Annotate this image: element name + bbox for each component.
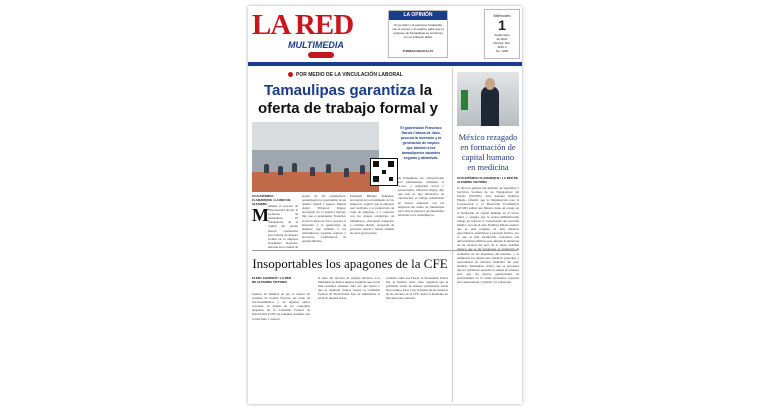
qr-cell <box>373 161 379 167</box>
opinion-box <box>388 10 448 58</box>
date-day-number: 1 <box>498 17 506 33</box>
body-column: siones de los trabajadores, garantizando la oportunidad de un empleo formal y seguro. Miguel Ángel Villarreal Ongay, encargado de la política laboral, dijo que el gobernador Francisco García Cabeza de Vaca, procura la inversión y la generación de empleos que brinden a los tamaulipecos vacantes seguras y atractivas. Confirmaron su agradecimiento. <box>302 194 346 244</box>
date-box <box>484 9 520 59</box>
body-column: ediante el proceso de Vinculación Laboral, el Gobierno de Tamaulipas, 10 trabajadores de la capital del estado fueron contratados para laborar de manera formal en la empresa Gasolinera Reynosa, ubicada en la ciudad de <box>268 204 298 248</box>
headline-part-black: la oferta de trabajo formal y <box>257 82 439 117</box>
second-headline[interactable]: Insoportables los apagones de la CFE <box>252 256 448 271</box>
newspaper-front-page <box>248 6 522 404</box>
photo-person-head <box>485 78 495 90</box>
opinion-text: Sí, la niñez y la juventud, fortalecida con el cuerpo y el espíritu, sabe que el progreso de Tamaulipas se construye con el esfuerzo diario <box>392 23 444 39</box>
kicker-bullet-icon <box>288 72 293 77</box>
kicker-text: POR MEDIO DE LA VINCULACIÓN LABORAL <box>296 72 403 78</box>
opinion-author: THOMAS MACKALAY <box>402 49 434 53</box>
qr-cell <box>382 170 386 174</box>
date-line: AÑO 2 <box>497 45 507 49</box>
date-line: de 2021 <box>496 37 508 41</box>
photo-person <box>264 164 269 173</box>
photo-person <box>360 165 365 174</box>
qr-cell <box>373 176 379 182</box>
photo-person <box>344 168 349 177</box>
qr-cell <box>389 177 393 181</box>
second-body-column: colonias como Las Flores, la Secundaria, Portes Gil, la Satélite, entre otras, aseguran que el problema existe de manera permanente desde hace tiempo. Pese a los reclamos de los usuarios en las oficinas de la CFE, hasta el momento no han dado una solución. <box>386 276 448 301</box>
right-column <box>452 68 521 402</box>
photo-person <box>481 86 499 126</box>
qr-cell <box>388 161 394 167</box>
main-byline: CUAUHTÉMOC FLAMARIQUE / LA RED DE ALTAMIRA <box>252 194 291 206</box>
drop-cap: M <box>252 205 269 225</box>
photo-person <box>292 163 297 172</box>
newspaper-logo: LA RED <box>252 9 354 41</box>
main-story-photo[interactable] <box>252 122 379 192</box>
second-byline: ELENY CHARBUT / LA RED DE ALTAMIRA VICTORIA <box>252 276 292 284</box>
body-column: Elizabeth Hidalgo Valpadeu, encargada del reclutamiento de las empresas, explicó que la empresa está dedicada a la producción de cajas de empaque, y a contratar con los grupos originarios de Matamoros, ofreciendo transporte y comidas diarias, recepción de personal, salario y bonos, además de otras prestaciones. <box>350 194 394 235</box>
right-headline[interactable]: México rezagado en formación de capital humano en medicina <box>458 132 518 172</box>
headline-part-blue: Tamaulipas garantiza <box>263 82 416 99</box>
right-byline: CUAUHTÉMOC FLAMARIQUE / LA RED DE ALTAMIRA VICTORIA <box>457 176 519 184</box>
photo-person <box>326 164 331 173</box>
date-weekday: Miércoles <box>493 13 511 18</box>
second-body-column: Cientos de familias de por lo menos 20 colonias de Ciudad Victoria, así como de fraccionamientos y de algunos ejidos cercanos, se quejan de los constantes apagones de la Comisión Federal de Electricidad (CFE) en semanas recientes. Así lo han dado a conocer. <box>252 292 310 321</box>
photo-flag <box>461 90 468 110</box>
body-column: de Tamaulipas, las contrataciones son permanentes, dándoles el acceso a seguridad social y prestaciones. Villarreal Ongay, dijo que ésta es una alternativa de vinculación, se trabaja arduamente en buscar empresas con las empresas del centro de Tamaulipas para ofrecer mayores oportunidades laborales a los tamaulipecos. <box>398 176 444 217</box>
right-body-text: El director general del Instituto de Seguridad y Servicios Sociales de los Trabajadores del Estado (ISSSTE), Luis Antonio Ramírez Pineda, informó que la Organización para la Cooperación y el Desarrollo Económicos (OCDE) señala que México tiene un rezago en la formación de capital humano en el sector salud, y aseguró que la actual administración trabaja en reforzar la capacitación del personal médico en todo el país. Ramírez Pineda explicó que el país requiere de más médicos especialistas, enfermeras y personal técnico, por lo que se han establecido convenios con universidades públicas para ampliar la matrícula de las carreras del área de la salud. Además destacó que se ha fortalecido la formación de residentes en los hospitales del instituto, y se ampliaron las plazas para médicos generales y especialistas en diversas entidades del país, incluido Tamaulipas. Indicó que es necesario que los gobiernos estatales se sumen al esfuerzo para que las nuevas generaciones de profesionales de la salud encuentren espacios para desarrollarse y atender a la población. <box>457 186 519 285</box>
photo-person <box>310 167 315 176</box>
side-quote: El gobernador Francisco García Cabeza de Vaca, procura la inversión y la generación de empleo que brinden a los tamaulipecos vacantes seguras y atractivas. <box>400 126 442 160</box>
second-body-column: la falta del servicio de energía eléctrica. Los habitantes de dichos lugares aseguran que en las más recientes semanas cada vez que llueve o que se registran vientos fuertes la Comisión Federal de Electricidad deja de suministrar el servicio durante horas. <box>318 276 380 301</box>
photo-floor <box>252 172 379 192</box>
header-rule <box>248 62 522 66</box>
right-story-photo[interactable] <box>457 72 519 126</box>
logo-badge <box>308 52 334 58</box>
qr-code-icon[interactable] <box>370 158 398 186</box>
date-line: Septiembre <box>494 33 510 37</box>
date-line: Victoria, Tam. <box>492 41 512 45</box>
date-line: No. 1000 <box>495 49 509 53</box>
photo-person <box>278 166 283 175</box>
logo-subtitle: MULTIMEDIA <box>288 40 344 50</box>
story-kicker <box>288 72 403 78</box>
photo-ceiling <box>252 122 379 150</box>
masthead <box>248 6 522 60</box>
opinion-title: LA OPINIÓN <box>389 11 447 20</box>
